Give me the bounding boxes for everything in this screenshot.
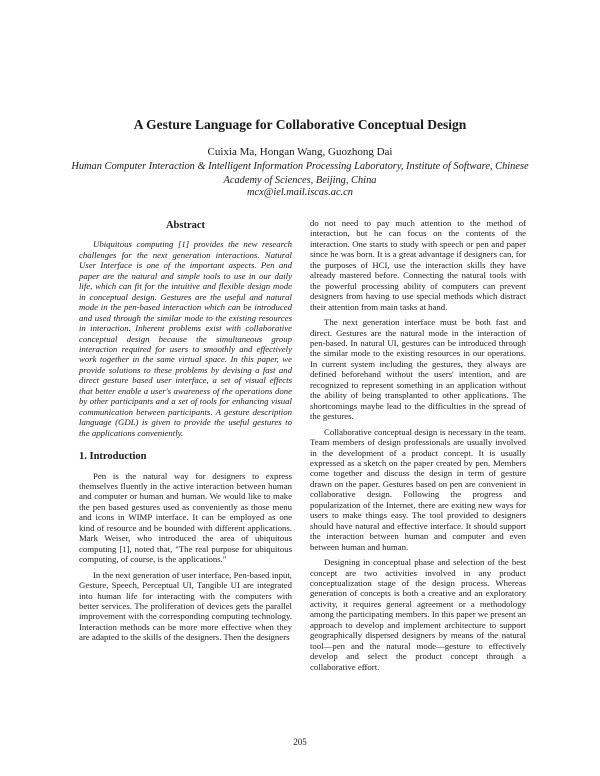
right-paragraph-2: The next generation interface must be both fast and direct. Gestures are the natural mode in the interaction of pen-based. In natural UI, gestures can be introduced through the similar mode to the existing resources in our operations. In current system including the gestures, they always are defined beforehand without the users' intention, and are recognized to represent something in an application without the ability of being transplanted to other applications. The shortcomings maybe lead to the difficulties in the spread of the gestures. [310, 317, 526, 422]
affiliation: Human Computer Interaction & Intelligent Information Processing Laboratory, Institute of Software, Chinese Academy of Sciences, Beijing, China [71, 161, 529, 186]
author-email: mcx@iel.mail.iscas.ac.cn [247, 187, 353, 198]
introduction-heading: 1. Introduction [79, 451, 147, 463]
abstract-text: Ubiquitous computing [1] provides the new research challenges for the next generation interactions. Natural User Interface is one of the important aspects. Pen and paper are the natural and simple tools to use in our daily life, which can fit for the intuitive and flexible design mode in conceptual design. Gestures are the useful and natural mode in the pen-based interaction which can be introduced and used through the similar mode to the existing resources in interaction. Inherent problems exist with collaborative conceptual design because the simultaneous group interaction required for users to smoothly and effectively work together in the same virtual space. In this paper, we provide solutions to these problems by devising a fast and direct gesture based user interface, a set of visual effects that better enable a user's awareness of the operations done by other participants and a set of tools for enhancing visual communication between participants. A gesture description language (GDL) is given to provide the useful gestures to the applications conveniently. [79, 239, 292, 438]
right-paragraph-1: do not need to pay much attention to the method of interaction, but he can focus on the contents of the interaction. One starts to study with speech or pen and paper since he was born. It is a great advantage if designers can, for the purposes of HCI, use the interaction skills they have already mastered before. Connecting the natural tools with the powerful processing ability of computers can prevent designers from having to use special methods which distract their attention from main tasks at hand. [310, 218, 526, 312]
right-paragraph-4: Designing in conceptual phase and selection of the best concept are two activities involved in any product conceptualization stage of the design process. Whereas generation of concepts is both a creative and an exploratory activity, it requires general agreement or a methodology among the participating members. In this paper we present an approach to develop and implement architecture to support geographically dispersed designers by means of the natural tool—pen and the natural mode—gesture to effectively develop and select the product concept through a collaborative effort. [310, 557, 526, 672]
intro-paragraph-1: Pen is the natural way for designers to express themselves fluently in the active interaction between human and computer or human and human. We would like to make the pen based gestures used as conveniently as those menu and icons in WIMP interface. It can be employed as one kind of resource and be bounded with different applications. Mark Weiser, who introduced the area of ubiquitous computing [1], noted that, "The real purpose for ubiquitous computing, of course, is the applications." [79, 470, 292, 565]
abstract-heading: Abstract [165, 220, 206, 231]
right-paragraph-3: Collaborative conceptual design is necessary in the team. Team members of design professionals are usually involved in the development of a product concept. It is usually expressed as a sketch on the paper created by pen. Members come together and discuss the design in term of gesture drawn on the paper. Gestures based on pen are convenient in collaborative design. Following the progress and popularization of the Internet, there are exiting new ways for users to make things easy. The tool provided to designers should have natural and effective interface. It should support the interaction between human and computer and even between human and human. [310, 426, 526, 552]
intro-paragraph-2: In the next generation of user interface, Pen-based input, Gesture, Speech, Perceptual UI, Tangible UI are integrated into human life for interacting with the computers with better services. The proliferation of devices gets the parallel improvement with the corresponding computing technology. Interaction methods can be more more effective when they are adapted to the skills of the designers. Then the designers [79, 569, 292, 643]
paper-title: A Gesture Language for Collaborative Conceptual Design [133, 117, 467, 132]
author-list: Cuixia Ma, Hongan Wang, Guozhong Dai [207, 146, 393, 158]
left-column [79, 221, 292, 648]
right-column [310, 218, 526, 677]
page-number: 205 [293, 737, 307, 747]
